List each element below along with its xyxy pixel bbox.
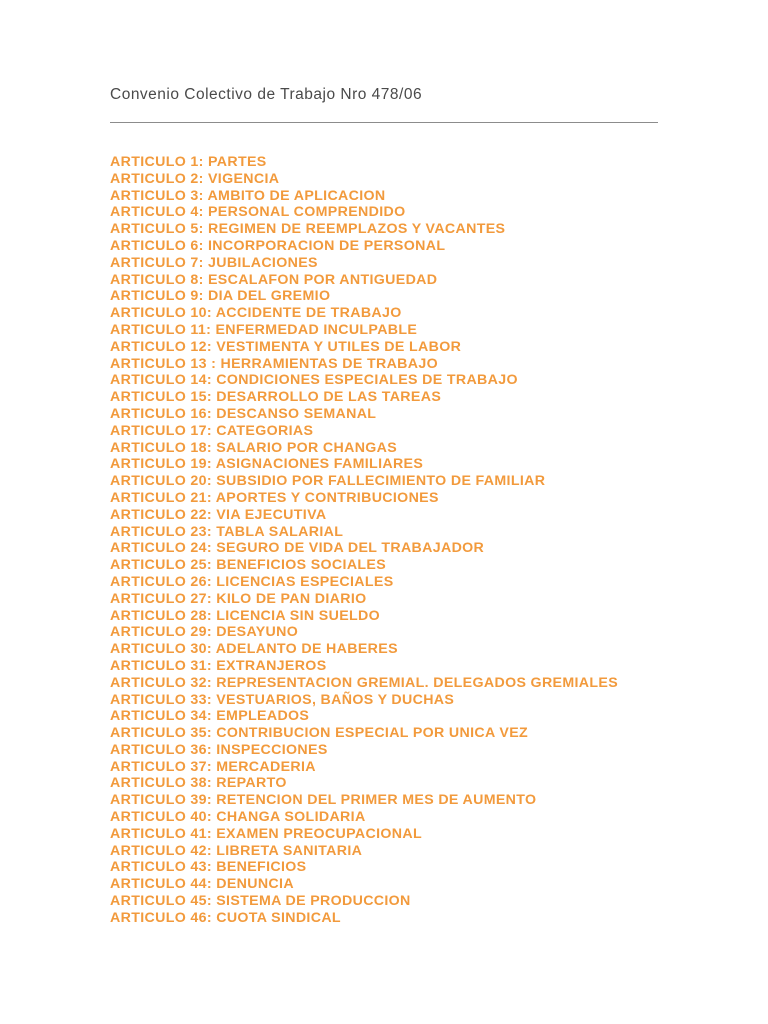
article-list-item <box>110 843 618 860</box>
article-list-item <box>110 171 618 188</box>
article-link-23[interactable]: ARTICULO 23: TABLA SALARIAL <box>110 523 344 540</box>
article-link-7[interactable]: ARTICULO 7: JUBILACIONES <box>110 254 318 271</box>
article-list-item <box>110 221 618 238</box>
article-link-3[interactable]: ARTICULO 3: AMBITO DE APLICACION <box>110 187 386 204</box>
article-link-37[interactable]: ARTICULO 37: MERCADERIA <box>110 758 316 775</box>
article-list-item <box>110 440 618 457</box>
article-link-19[interactable]: ARTICULO 19: ASIGNACIONES FAMILIARES <box>110 456 424 473</box>
article-list-item <box>110 893 618 910</box>
article-link-12[interactable]: ARTICULO 12: VESTIMENTA Y UTILES DE LABOR <box>110 338 462 355</box>
article-list-item <box>110 540 618 557</box>
article-list-item <box>110 423 618 440</box>
article-link-9[interactable]: ARTICULO 9: DIA DEL GREMIO <box>110 288 331 305</box>
title-divider <box>110 122 658 123</box>
article-list-item <box>110 641 618 658</box>
article-link-24[interactable]: ARTICULO 24: SEGURO DE VIDA DEL TRABAJADOR <box>110 540 485 557</box>
article-link-25[interactable]: ARTICULO 25: BENEFICIOS SOCIALES <box>110 557 387 574</box>
article-list-item <box>110 809 618 826</box>
article-list-item <box>110 490 618 507</box>
article-list-item <box>110 339 618 356</box>
article-list-item <box>110 154 618 171</box>
article-list-item <box>110 759 618 776</box>
article-link-21[interactable]: ARTICULO 21: APORTES Y CONTRIBUCIONES <box>110 489 439 506</box>
article-list-item <box>110 557 618 574</box>
article-list-item <box>110 574 618 591</box>
article-list-item <box>110 272 618 289</box>
article-link-27[interactable]: ARTICULO 27: KILO DE PAN DIARIO <box>110 590 367 607</box>
article-link-11[interactable]: ARTICULO 11: ENFERMEDAD INCULPABLE <box>110 321 418 338</box>
article-list-item <box>110 372 618 389</box>
document-title: Convenio Colectivo de Trabajo Nro 478/06 <box>110 86 423 103</box>
article-list-item <box>110 658 618 675</box>
article-link-5[interactable]: ARTICULO 5: REGIMEN DE REEMPLAZOS Y VACANTES <box>110 221 506 238</box>
article-list-item <box>110 608 618 625</box>
article-list-item <box>110 188 618 205</box>
article-list-item <box>110 859 618 876</box>
article-link-17[interactable]: ARTICULO 17: CATEGORIAS <box>110 422 314 439</box>
article-link-14[interactable]: ARTICULO 14: CONDICIONES ESPECIALES DE TRABAJO <box>110 372 518 389</box>
article-link-30[interactable]: ARTICULO 30: ADELANTO DE HABERES <box>110 641 398 658</box>
article-list-item <box>110 389 618 406</box>
article-link-42[interactable]: ARTICULO 42: LIBRETA SANITARIA <box>110 842 363 859</box>
article-link-8[interactable]: ARTICULO 8: ESCALAFON POR ANTIGUEDAD <box>110 271 438 288</box>
article-link-1[interactable]: ARTICULO 1: PARTES <box>110 154 267 170</box>
article-list-item <box>110 742 618 759</box>
article-link-43[interactable]: ARTICULO 43: BENEFICIOS <box>110 859 307 876</box>
article-list-item <box>110 792 618 809</box>
article-list-item <box>110 507 618 524</box>
article-list-item <box>110 356 618 373</box>
article-link-40[interactable]: ARTICULO 40: CHANGA SOLIDARIA <box>110 809 366 826</box>
article-link-44[interactable]: ARTICULO 44: DENUNCIA <box>110 876 294 893</box>
article-link-4[interactable]: ARTICULO 4: PERSONAL COMPRENDIDO <box>110 204 406 221</box>
article-link-15[interactable]: ARTICULO 15: DESARROLLO DE LAS TAREAS <box>110 389 442 406</box>
article-link-35[interactable]: ARTICULO 35: CONTRIBUCION ESPECIAL POR UNICA VEZ <box>110 725 529 742</box>
article-list-item <box>110 238 618 255</box>
article-link-28[interactable]: ARTICULO 28: LICENCIA SIN SUELDO <box>110 607 381 624</box>
article-link-2[interactable]: ARTICULO 2: VIGENCIA <box>110 170 280 187</box>
article-link-39[interactable]: ARTICULO 39: RETENCION DEL PRIMER MES DE AUMENTO <box>110 792 537 809</box>
article-link-31[interactable]: ARTICULO 31: EXTRANJEROS <box>110 657 327 674</box>
article-link-22[interactable]: ARTICULO 22: VIA EJECUTIVA <box>110 506 327 523</box>
article-list-item <box>110 305 618 322</box>
article-list-item <box>110 910 618 927</box>
article-link-16[interactable]: ARTICULO 16: DESCANSO SEMANAL <box>110 405 377 422</box>
article-list-item <box>110 473 618 490</box>
article-link-29[interactable]: ARTICULO 29: DESAYUNO <box>110 624 299 641</box>
article-link-46[interactable]: ARTICULO 46: CUOTA SINDICAL <box>110 909 341 926</box>
article-list-item <box>110 708 618 725</box>
article-list-item <box>110 675 618 692</box>
article-list-item <box>110 524 618 541</box>
article-link-6[interactable]: ARTICULO 6: INCORPORACION DE PERSONAL <box>110 237 446 254</box>
article-list-item <box>110 876 618 893</box>
article-link-10[interactable]: ARTICULO 10: ACCIDENTE DE TRABAJO <box>110 305 402 322</box>
article-link-34[interactable]: ARTICULO 34: EMPLEADOS <box>110 708 310 725</box>
article-list-item <box>110 322 618 339</box>
article-link-20[interactable]: ARTICULO 20: SUBSIDIO POR FALLECIMIENTO DE FAMILIAR <box>110 473 546 490</box>
article-link-13[interactable]: ARTICULO 13 : HERRAMIENTAS DE TRABAJO <box>110 355 438 372</box>
article-link-41[interactable]: ARTICULO 41: EXAMEN PREOCUPACIONAL <box>110 825 422 842</box>
article-list-item <box>110 826 618 843</box>
article-link-33[interactable]: ARTICULO 33: VESTUARIOS, BAÑOS Y DUCHAS <box>110 691 455 708</box>
article-list-item <box>110 725 618 742</box>
article-link-32[interactable]: ARTICULO 32: REPRESENTACION GREMIAL. DELEGADOS GREMIALES <box>110 674 619 691</box>
article-link-45[interactable]: ARTICULO 45: SISTEMA DE PRODUCCION <box>110 893 411 910</box>
article-list-item <box>110 456 618 473</box>
article-link-26[interactable]: ARTICULO 26: LICENCIAS ESPECIALES <box>110 573 394 590</box>
article-list-item <box>110 591 618 608</box>
article-list-item <box>110 692 618 709</box>
article-list-item <box>110 775 618 792</box>
article-list-item <box>110 624 618 641</box>
article-link-36[interactable]: ARTICULO 36: INSPECCIONES <box>110 741 328 758</box>
article-link-38[interactable]: ARTICULO 38: REPARTO <box>110 775 287 792</box>
article-list-item <box>110 288 618 305</box>
article-list-item <box>110 406 618 423</box>
article-list-item <box>110 204 618 221</box>
article-list-item <box>110 255 618 272</box>
article-index-list <box>110 154 618 927</box>
article-link-18[interactable]: ARTICULO 18: SALARIO POR CHANGAS <box>110 439 398 456</box>
